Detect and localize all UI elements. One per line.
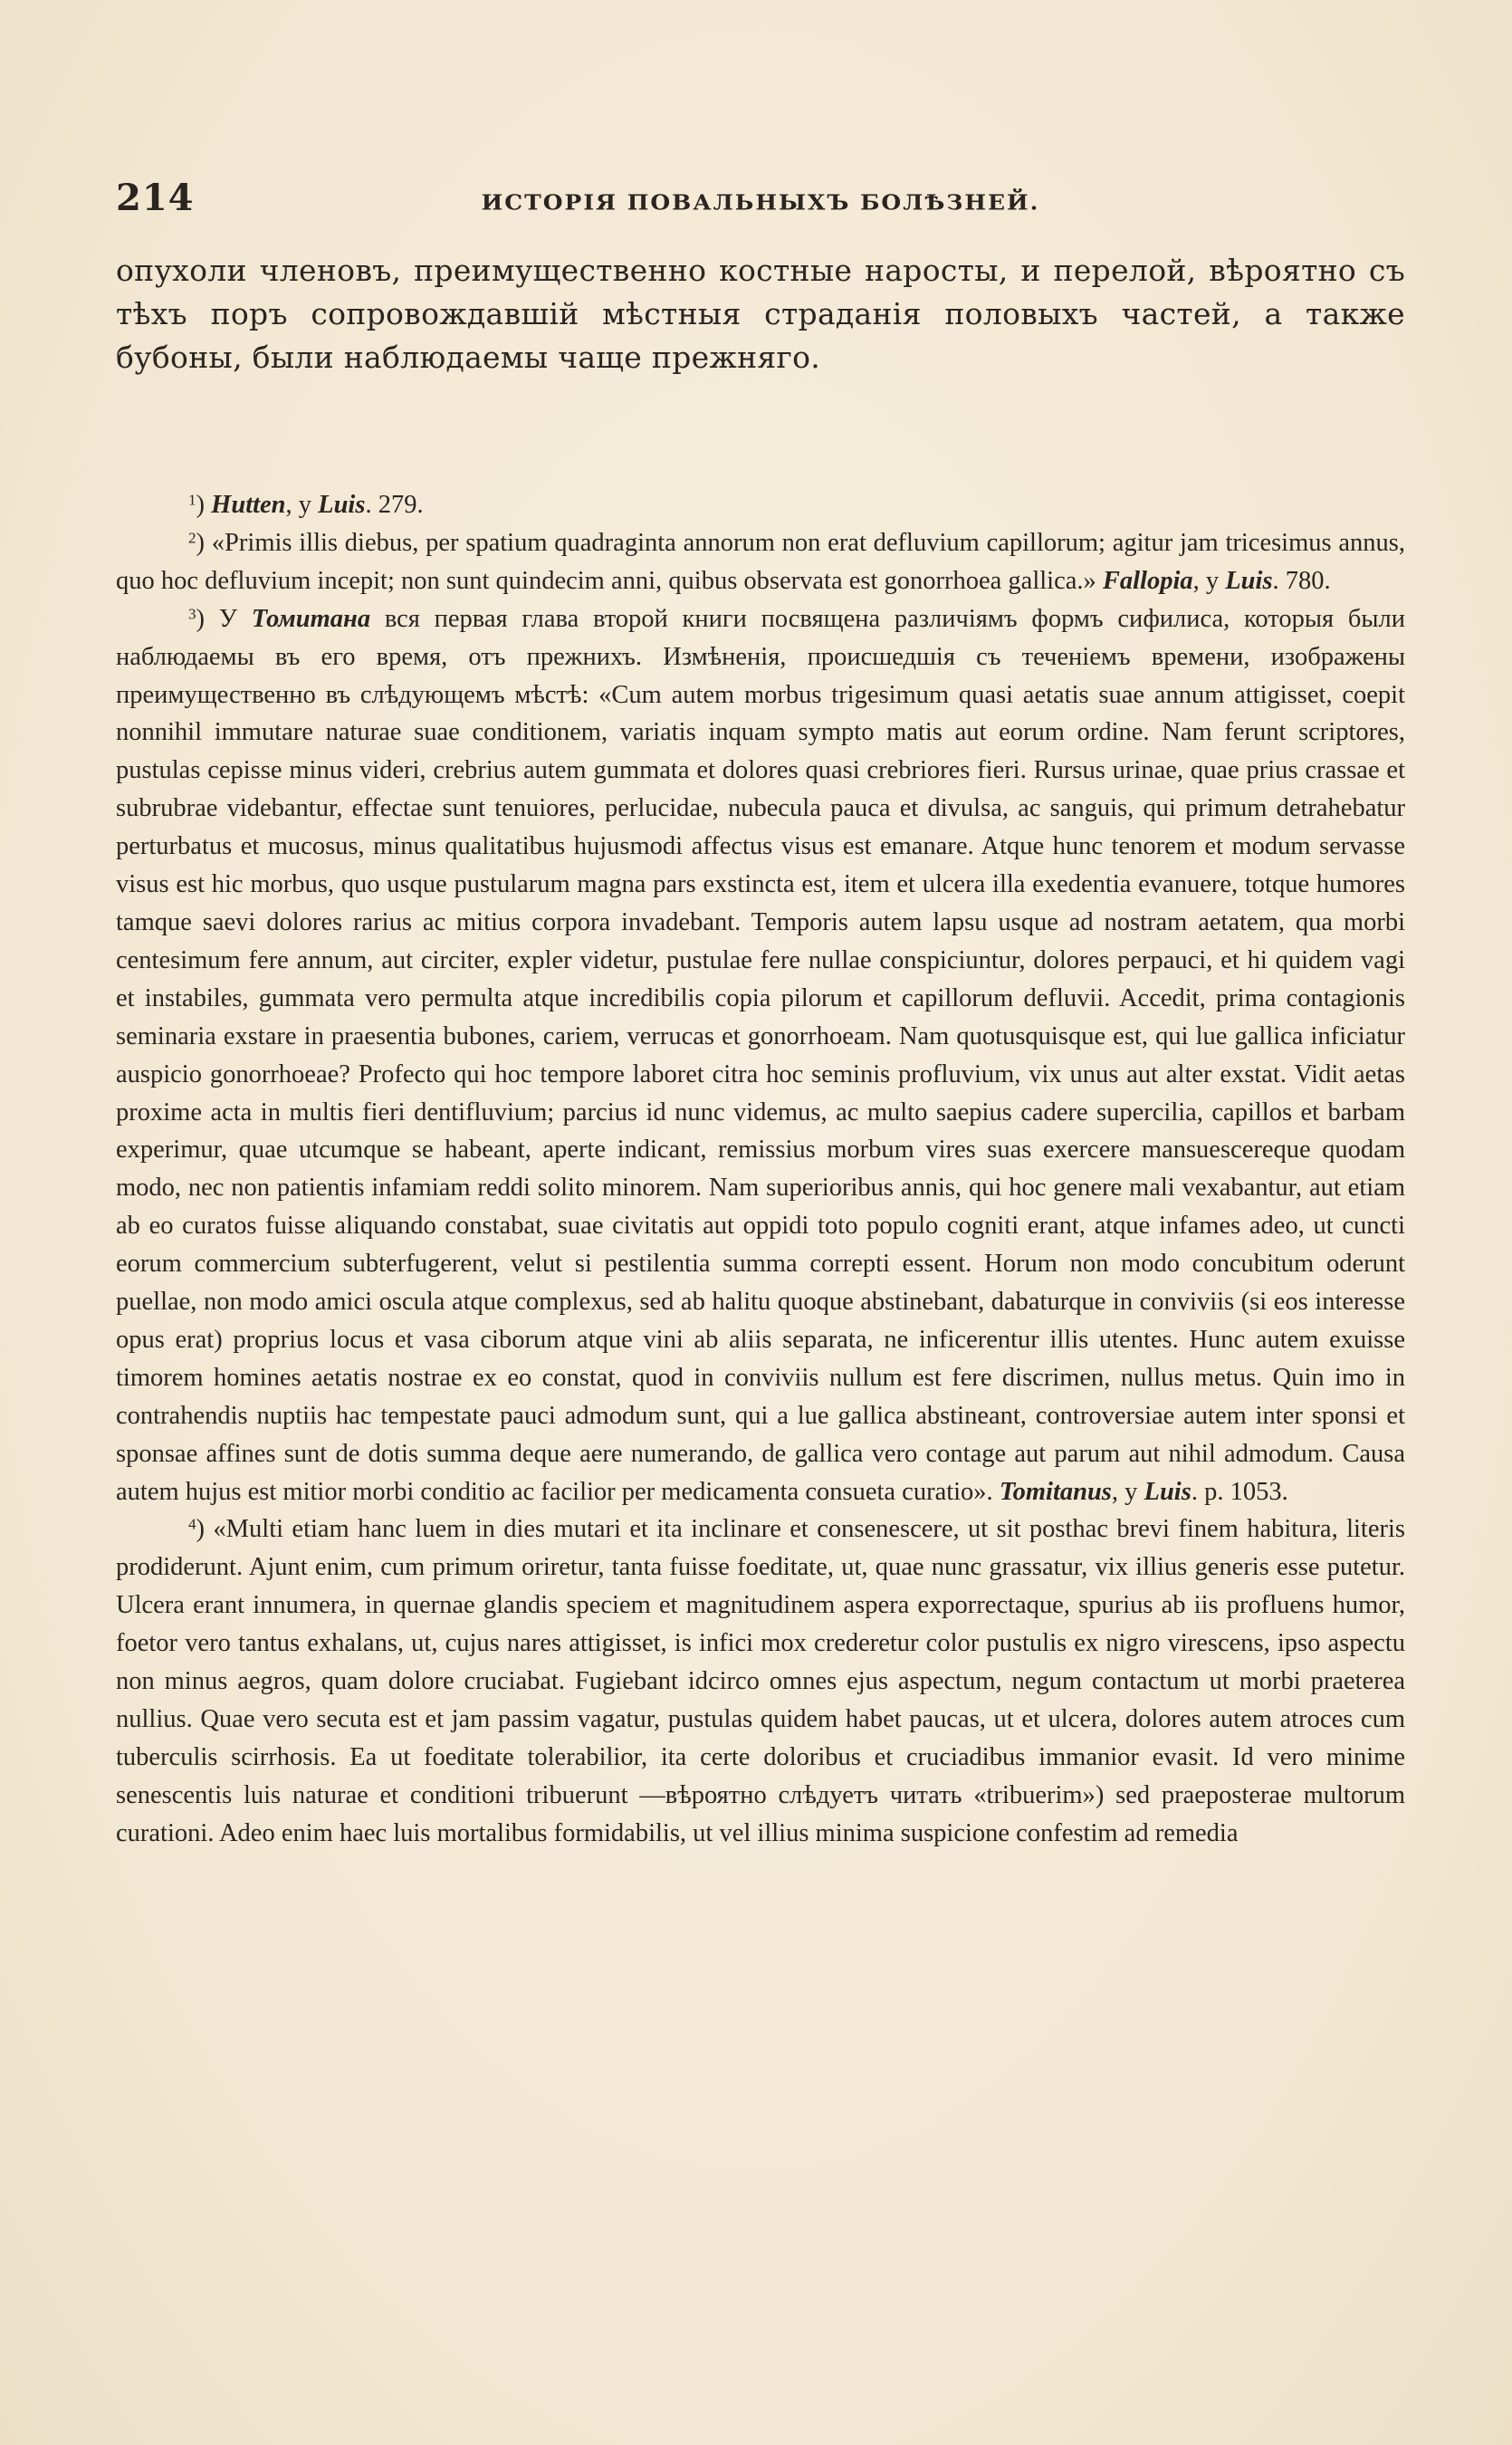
footnote-marker: 2: [188, 529, 196, 547]
footnote-2: [116, 524, 1405, 600]
footnote-4: [116, 1510, 1405, 1852]
footnote-marker: 3: [188, 605, 196, 623]
footnote-source: Luis: [318, 491, 366, 519]
footnote-author: Томитана: [251, 604, 371, 633]
footnote-source: Luis: [1225, 566, 1273, 595]
main-paragraph: опухоли членовъ, преимущественно костные наросты, и перелой, вѣроятно съ тѣхъ поръ сопровождавшій мѣстныя страданія половыхъ частей, а также бубоны, были наблюдаемы чаще прежняго.: [116, 253, 1405, 375]
running-title: ИСТОРІЯ ПОВАЛЬНЫХЪ БОЛѢЗНЕЙ.: [481, 190, 1040, 215]
footnote-author: Fallopia: [1102, 566, 1193, 595]
footnote-marker: 1: [188, 491, 196, 509]
footnotes: [116, 486, 1405, 1853]
footnote-text: . p. 1053.: [1191, 1477, 1288, 1506]
footnote-text: , у: [1192, 566, 1226, 595]
footnote-text: ) «Multi etiam hanc luem in dies mutari et ita inclinare et consenescere, ut sit posthac brevi finem habitura, literis prodiderunt. Ajunt enim, cum primum oriretur, tanta fuisse foeditate, ut, quae nunc grassatur, vix illius generis esse putetur. Ulcera erant innumera, in quernae glandis speciem et magnitudinem aspera exporrectaque, spurius ab iis profluens humor, foetor vero tantus exhalans, ut, cujus nares attigisset, is infici mox crederetur color pustulis ex nigro virescens, ipso aspectu non minus aegros, quam dolore cruciabat. Fugiebant idcirco omnes ejus aspectum, negum contactum ut morbi praeterea nullius. Quae vero secuta est et jam passim vagatur, pustulas quidem habet paucas, ut et ulcera, dolores autem atroces cum tuberculis scirrhosis. Ea ut foeditate tolerabilior, ita certe doloribus et cruciadibus immanior evasit. Id vero minime senescentis luis naturae et conditioni tribuerunt —вѣроятно слѣдуетъ читать «tribuerim») sed praeposterae multorum curationi. Adeo enim haec luis mortalibus formidabilis, ut vel illius minima suspicione confestim ad remedia: [116, 1515, 1405, 1847]
footnote-text: вся первая глава второй книги посвящена различіямъ формъ сифилиса, которыя были наблюдаемы въ его время, отъ прежнихъ. Измѣненія, происшедшія съ теченіемъ времени, изображены преимущественно въ слѣдующемъ мѣстѣ: «Cum autem morbus trigesimum quasi aetatis suae annum attigisset, coepit nonnihil immutare naturae suae conditionem, variatis inquam sympto matis aut eorum ordine. Nam ferunt scriptores, pustulas cepisse minus videri, crebrius autem gummata et dolores quasi crebriores fieri. Rursus urinae, quae prius crassae et subrubrae videbantur, effectae sunt tenuiores, perlucidae, nubecula pauca et divulsa, ac sanguis, qui primum detrahebatur perturbatus et mucosus, minus qualitatibus hujusmodi affectus visus est emanare. Atque hunc tenorem et modum servasse visus est hic morbus, quo usque pustularum magna pars exstincta est, item et ulcera illa exedentia evanuere, totque humores tamque saevi dolores rarius ac mitius corpora invadebant. Temporis autem lapsu usque ad nostram aetatem, qua morbi centesimum fere annum, aut circiter, expler videtur, pustulae fere nullae conspiciuntur, dolores perpauci, et hi quidem vagi et instabiles, gummata vero permulta atque incredibilis copia pilorum et capillorum defluvii. Accedit, prima contagionis seminaria exstare in praesentia bubones, cariem, verrucas et gonorrhoeam. Nam quotusquisque est, qui lue gallica inficiatur auspicio gonorrhoeae? Profecto qui hoc tempore laboret citra hoc seminis profluvium, vix unus aut alter exstat. Vidit aetas proxime acta in multis fieri dentifluvium; parcius id nunc videmus, ac multo saepius cadere supercilia, capillos et barbam experimur, quae utcumque se habeant, aperte indicant, remissius morbum vires suas exercere mansuescereque quodam modo, nec non patientis infamiam reddi solito minorem. Nam superioribus annis, qui hoc genere mali vexabantur, aut etiam ab eo curatos fuisse aliquando constabat, suae civitatis aut oppidi toto populo cogniti erant, atque infames adeo, ut cuncti eorum commercium subterfugerent, velut si pestilentia summa correpti essent. Horum non modo concubitum oderunt puellae, non modo amici oscula atque complexus, sed ab halitu quoque abstinebant, dabaturque in conviviis (si eos interesse opus erat) proprius locus et vasa ciborum atque vini ab aliis separata, ne inficerentur illis utentes. Hunc autem exuisse timorem homines aetatis nostrae ex eo constat, quod in conviviis nullum est fere discrimen, nullus metus. Quin imo in contrahendis nuptiis hac tempestate pauci admodum sunt, qui a lue gallica abstineant, controversiae autem inter sponsi et sponsae affines sunt de dotis summa deque aere numerando, de gallica vero contage aut parum aut nihil admodum. Causa autem hujus est mitior morbi conditio ac facilior per medicamenta consueta curatio».: [116, 604, 1405, 1506]
footnote-text: , у: [285, 491, 319, 519]
footnote-marker: 4: [188, 1515, 196, 1533]
footnote-author: Hutten: [211, 491, 286, 519]
footnote-text: , у: [1111, 1477, 1144, 1506]
footnote-text: ) «Primis illis diebus, per spatium quadraginta annorum non erat defluvium capillorum; agitur jam tricesimus annus, quo hoc defluvium incepit; non sunt quindecim anni, quibus observata est gonorrhoea gallica.»: [116, 528, 1405, 595]
footnote-text: . 780.: [1272, 566, 1331, 595]
footnote-author-latin: Tomitanus: [999, 1477, 1112, 1506]
page-number: 214: [116, 177, 195, 219]
footnote-source: Luis: [1144, 1477, 1191, 1506]
footnote-text: . 279.: [365, 491, 424, 519]
footnote-3: [116, 600, 1405, 1511]
footnote-text: ) У: [196, 604, 252, 633]
page-header: [116, 177, 1405, 231]
footnote-1: [116, 486, 1405, 524]
footnote-text: ): [196, 491, 212, 519]
